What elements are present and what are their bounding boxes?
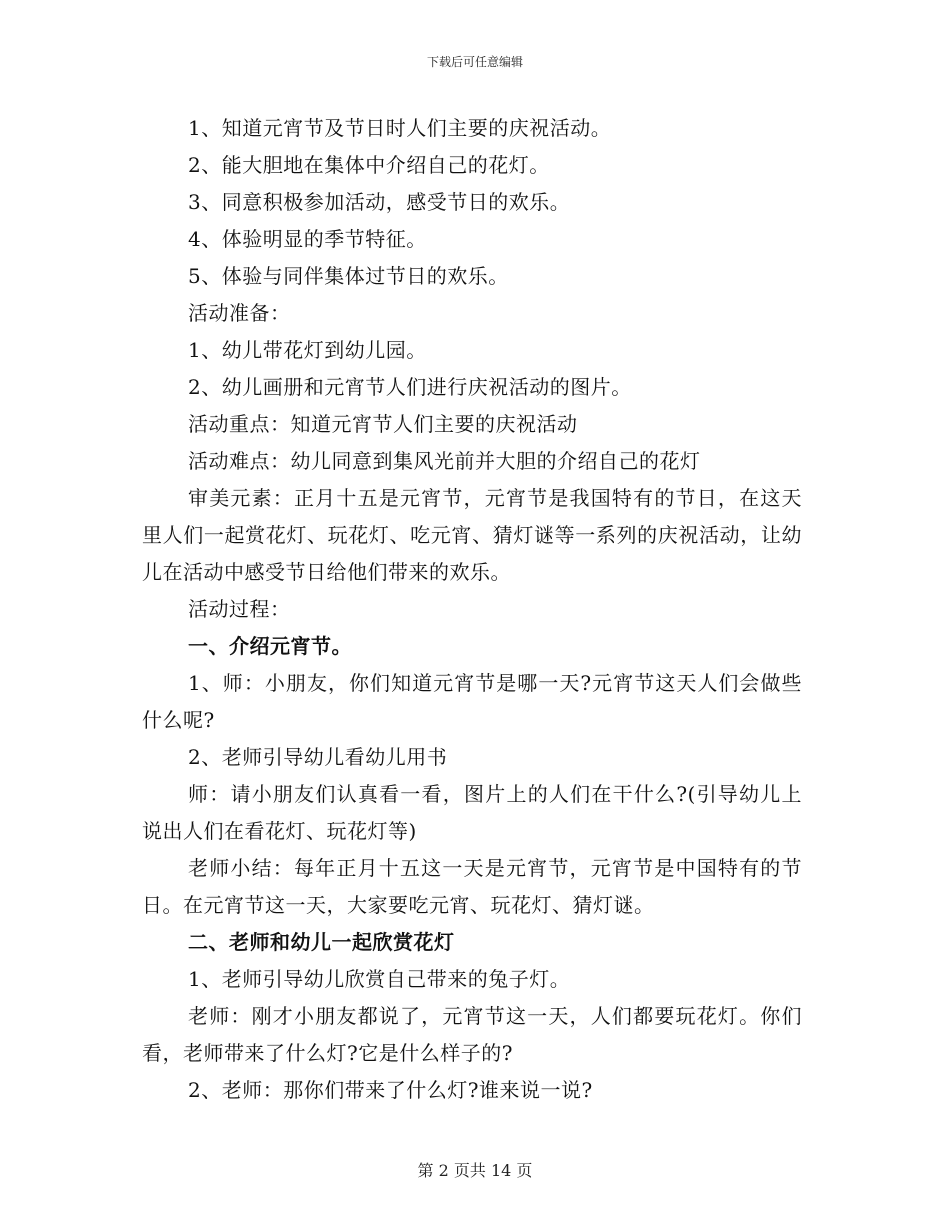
paragraph: 活动难点：幼儿同意到集风光前并大胆的介绍自己的花灯	[188, 449, 701, 473]
paragraph: 3、同意积极参加活动，感受节日的欢乐。	[188, 190, 571, 214]
paragraph: 老师：刚才小朋友都说了，元宵节这一天，人们都要玩花灯。你们看，老师带来了什么灯?它是什么样子的?	[142, 1004, 802, 1065]
paragraph: 活动重点：知道元宵节人们主要的庆祝活动	[188, 412, 578, 436]
paragraph: 1、幼儿带花灯到幼儿园。	[188, 338, 427, 362]
paragraph: 1、师：小朋友，你们知道元宵节是哪一天?元宵节这天人们会做些什么呢?	[142, 671, 802, 732]
section-label: 活动准备：	[188, 301, 291, 325]
paragraph: 1、知道元宵节及节日时人们主要的庆祝活动。	[188, 116, 612, 140]
paragraph: 1、老师引导幼儿欣赏自己带来的兔子灯。	[188, 967, 571, 991]
section-heading: 一、介绍元宵节。	[188, 634, 352, 658]
paragraph: 2、能大胆地在集体中介绍自己的花灯。	[188, 153, 550, 177]
paragraph: 2、老师：那你们带来了什么灯?谁来说一说?	[188, 1078, 593, 1102]
document-body	[142, 110, 802, 1109]
paragraph: 2、老师引导幼儿看幼儿用书	[188, 745, 448, 769]
paragraph: 4、体验明显的季节特征。	[188, 227, 427, 251]
paragraph: 审美元素：正月十五是元宵节，元宵节是我国特有的节日，在这天里人们一起赏花灯、玩花灯、吃元宵、猜灯谜等一系列的庆祝活动，让幼儿在活动中感受节日给他们带来的欢乐。	[142, 486, 802, 584]
paragraph: 师：请小朋友们认真看一看，图片上的人们在干什么?(引导幼儿上说出人们在看花灯、玩花灯等)	[142, 782, 802, 843]
paragraph: 2、幼儿画册和元宵节人们进行庆祝活动的图片。	[188, 375, 632, 399]
paragraph: 老师小结：每年正月十五这一天是元宵节，元宵节是中国特有的节日。在元宵节这一天，大家要吃元宵、玩花灯、猜灯谜。	[142, 856, 802, 917]
page-header: 下载后可任意编辑	[426, 55, 523, 69]
paragraph: 5、体验与同伴集体过节日的欢乐。	[188, 264, 509, 288]
section-heading: 二、老师和幼儿一起欣赏花灯	[188, 930, 455, 954]
section-label: 活动过程：	[188, 597, 291, 621]
page-number-footer: 第 2 页共 14 页	[417, 1161, 533, 1180]
